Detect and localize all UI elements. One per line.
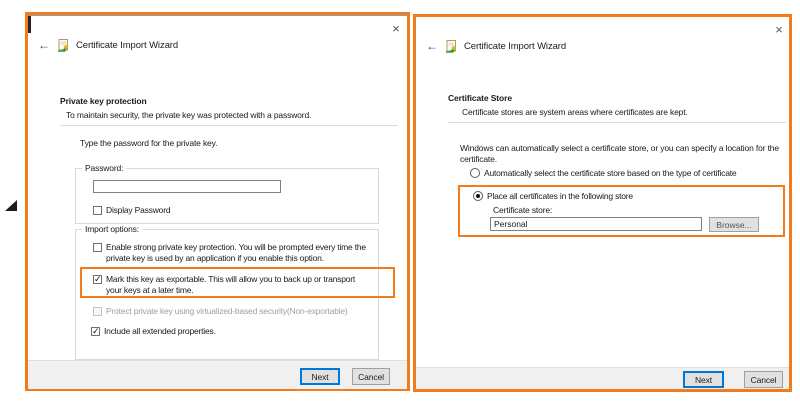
option-include-extended-properties[interactable] [91,326,367,337]
page-heading: Certificate Store [448,93,512,103]
radio-label: Place all certificates in the following store [487,191,633,201]
annotation-corner-triangle [5,200,17,211]
page-subheading: Certificate stores are system areas where certificates are kept. [462,107,688,117]
protect-virtualized-security-checkbox [93,307,102,316]
header-separator [60,125,398,126]
automatic-store-radio[interactable] [470,168,480,178]
include-extended-properties-checkbox[interactable] [91,327,100,336]
browse-button[interactable]: Browse... [709,217,759,232]
radio-automatic-store[interactable] [470,168,782,179]
back-arrow-icon[interactable]: ← [38,38,50,52]
option-protect-virtualized-security [93,306,369,317]
option-label: Mark this key as exportable. This will allow you to back up or transport your keys at a later time. [106,274,356,296]
wizard-header [38,38,178,52]
display-password-option[interactable] [93,205,170,216]
dialog-footer [416,367,789,389]
password-groupbox [75,163,379,224]
wizard-header [426,39,566,53]
window-edge-artifact [28,16,31,33]
cancel-button[interactable]: Cancel [352,368,390,385]
password-input[interactable] [93,180,281,193]
page-subheading: To maintain security, the private key was protected with a password. [66,110,312,120]
page-heading: Private key protection [60,96,147,106]
radio-place-in-store[interactable] [473,191,773,202]
close-icon[interactable]: × [775,21,783,37]
dialog-footer [28,360,407,389]
option-mark-key-exportable[interactable] [93,274,369,296]
certificate-wizard-icon [57,39,70,52]
certificate-store-input[interactable] [490,217,702,231]
dialog-body [416,17,789,389]
option-label: Protect private key using virtualized-based security(Non-exportable) [106,306,348,316]
place-in-store-radio[interactable] [473,191,483,201]
password-prompt: Type the password for the private key. [80,138,218,148]
import-options-groupbox [75,224,379,360]
option-label: Include all extended properties. [104,326,216,336]
import-options-groupbox-label: Import options: [82,224,142,234]
option-enable-strong-protection[interactable] [93,242,369,264]
certificate-import-wizard-dialog-certificate-store [413,14,792,392]
enable-strong-protection-checkbox[interactable] [93,243,102,252]
radio-label: Automatically select the certificate store based on the type of certificate [484,168,737,178]
close-icon[interactable]: × [392,20,400,36]
next-button[interactable]: Next [300,368,340,385]
display-password-checkbox[interactable] [93,206,102,215]
store-description: Windows can automatically select a certificate store, or you can specify a location for the certificate. [460,143,779,165]
certificate-import-wizard-dialog-private-key [25,12,410,391]
wizard-title: Certificate Import Wizard [464,40,567,52]
display-password-label: Display Password [106,205,171,215]
certificate-store-label: Certificate store: [493,205,553,215]
back-arrow-icon[interactable]: ← [426,39,438,53]
header-separator [448,122,786,123]
next-button[interactable]: Next [683,371,724,388]
cancel-button[interactable]: Cancel [744,371,783,388]
wizard-title: Certificate Import Wizard [76,39,179,51]
mark-key-exportable-checkbox[interactable] [93,275,102,284]
certificate-wizard-icon [445,40,458,53]
option-label: Enable strong private key protection. You will be prompted every time the private key is used by an application if you enable this option. [106,242,366,264]
dialog-body [28,15,407,388]
password-groupbox-label: Password: [82,163,126,173]
